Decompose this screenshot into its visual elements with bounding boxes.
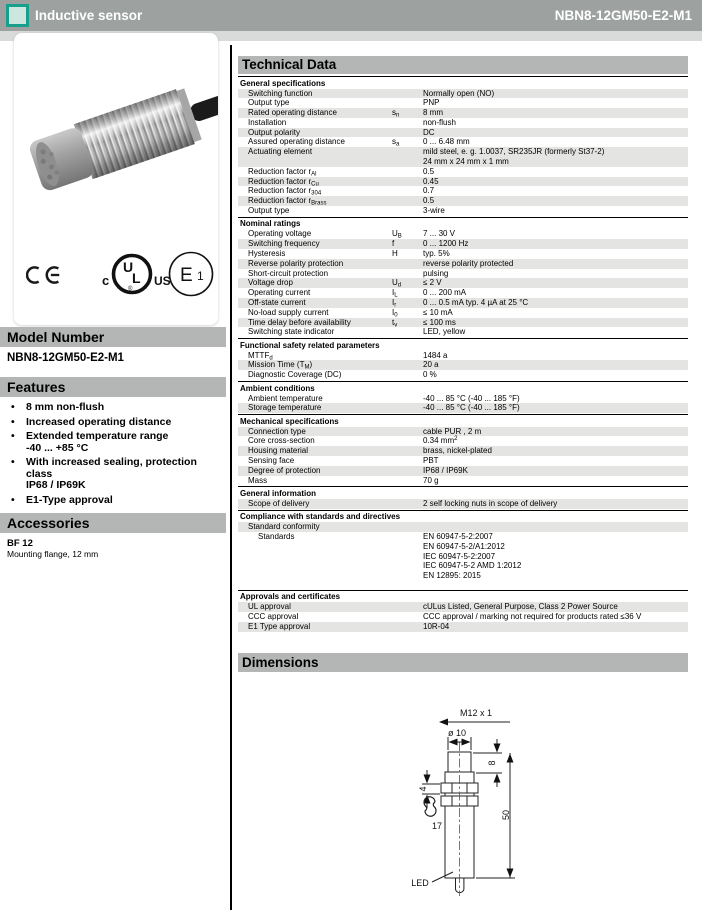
spec-row: [238, 602, 688, 612]
spec-row: [238, 327, 688, 337]
bullet-icon: •: [11, 456, 15, 468]
spec-label: Assured operating distance: [248, 137, 345, 147]
svg-text:E: E: [180, 265, 193, 286]
spec-section-header: Nominal ratings: [238, 217, 688, 230]
tech-table: [238, 75, 688, 632]
spec-label: Time delay before availability: [248, 317, 351, 327]
spec-label: Reduction factor $r_{Al}$: [248, 166, 317, 178]
spec-label: Mission Time $(T_M)$: [248, 360, 313, 371]
spec-row: [238, 137, 688, 147]
spec-symbol: $s_a$: [392, 137, 400, 148]
spec-value: 0 ... 200 mA: [423, 288, 467, 298]
spec-row: [238, 308, 688, 318]
wrench-icon: [424, 797, 436, 816]
spec-label: Rated operating distance: [248, 108, 337, 118]
spec-label: Mass: [248, 475, 268, 485]
spec-label: Switching state indicator: [248, 327, 335, 337]
spec-row: [238, 249, 688, 259]
spec-symbol: f: [392, 239, 395, 249]
model-number-section-title: Model Number: [0, 327, 226, 347]
spec-row: [238, 89, 688, 99]
spec-row: [238, 177, 688, 187]
bullet-icon: •: [11, 430, 15, 442]
spec-row: [238, 167, 688, 177]
svg-text:US: US: [154, 274, 171, 288]
spec-value: cable PUR , 2 m: [423, 426, 482, 436]
spec-value: -40 ... 85 °C (-40 ... 185 °F): [423, 403, 520, 413]
spec-symbol: $U_B$: [392, 229, 402, 240]
column-divider: [230, 45, 232, 910]
spec-label: Switching frequency: [248, 239, 320, 249]
spec-value: 0.5: [423, 196, 435, 206]
svg-text:1: 1: [197, 269, 204, 283]
spec-row: [238, 532, 688, 581]
spec-label: Housing material: [248, 446, 309, 456]
spec-label: Voltage drop: [248, 278, 293, 288]
spec-row: [238, 622, 688, 632]
spec-row: [238, 499, 688, 509]
spec-row: [238, 229, 688, 239]
spec-value: PBT: [423, 456, 439, 465]
spec-row: [238, 288, 688, 298]
spec-section-header: Compliance with standards and directives: [238, 510, 688, 523]
spec-value: 0.34 $mm^2$: [423, 436, 458, 446]
feature-item: [0, 417, 226, 429]
bullet-icon: •: [11, 401, 15, 413]
spec-value: PNP: [423, 98, 440, 108]
spec-value: 0.45: [423, 176, 439, 186]
feature-item: [0, 431, 226, 454]
spec-row: [238, 128, 688, 138]
spec-value: 1484 a: [423, 350, 448, 360]
spec-label: Standard conformity: [248, 522, 320, 532]
spec-row: [238, 259, 688, 269]
spec-symbol: H: [392, 248, 398, 258]
spec-label: Reduction factor $r_{Cu}$: [248, 176, 319, 188]
spec-value: pulsing: [423, 268, 449, 278]
dim-led-label: LED: [411, 878, 429, 888]
technical-data-section-title: Technical Data: [238, 56, 688, 74]
spec-value: 20 a: [423, 360, 439, 370]
certification-marks: [0, 248, 230, 308]
spec-value: CCC approval / marking not required for products rated ≤36 V: [423, 612, 642, 622]
bullet-icon: •: [11, 415, 15, 428]
dim-wrench-size-label: 17: [432, 821, 443, 831]
spec-row: [238, 318, 688, 328]
product-photo: [14, 62, 218, 252]
spec-label: Operating voltage: [248, 229, 312, 239]
spec-row: [238, 466, 688, 476]
spec-value: LED, yellow: [423, 327, 466, 337]
spec-value: Normally open (NO): [423, 88, 495, 98]
dim-nut-height-label: 4: [418, 786, 428, 792]
spec-row: [238, 370, 688, 380]
spec-value: EN 60947-5-2:2007 EN 60947-5-2/A1:2012 IEC 60947-5-2:2007 IEC 60947-5-2 AMD 1:2012 EN 12895: 2015: [423, 531, 522, 581]
spec-row: [238, 196, 688, 206]
spec-row: [238, 360, 688, 370]
product-type-title: Inductive sensor: [35, 8, 143, 23]
spec-label: Reduction factor $r_{Brass}$: [248, 196, 327, 207]
spec-value: DC: [423, 127, 435, 137]
spec-label: Off-state current: [248, 297, 306, 307]
spec-label: Output polarity: [248, 127, 301, 137]
spec-label: Sensing face: [248, 456, 295, 465]
feature-text: With increased sealing, protection class IP68 / IP69K: [26, 456, 197, 491]
spec-row: [238, 351, 688, 361]
spec-symbol: $t_v$: [392, 317, 398, 329]
spec-label: E1 Type approval: [248, 622, 311, 632]
spec-value: 0 ... 6.48 mm: [423, 137, 470, 147]
spec-label: Diagnostic Coverage (DC): [248, 370, 342, 380]
spec-symbol: $U_d$: [392, 278, 402, 289]
accessory-description: Mounting flange, 12 mm: [7, 549, 99, 559]
model-number-value: NBN8-12GM50-E2-M1: [7, 352, 124, 364]
feature-text: E1-Type approval: [26, 493, 113, 506]
spec-label: Hysteresis: [248, 248, 286, 258]
svg-text:c: c: [102, 273, 110, 288]
feature-item: [0, 457, 226, 492]
spec-label: Actuating element: [248, 147, 313, 157]
spec-row: [238, 206, 688, 216]
spec-value: 3-wire: [423, 206, 445, 216]
dimension-drawing: [380, 690, 660, 908]
spec-symbol: $s_n$: [392, 108, 400, 119]
spec-label: $MTTF_d$: [248, 350, 273, 362]
spec-row: [238, 394, 688, 404]
spec-row: [238, 476, 688, 486]
feature-item: [0, 402, 226, 414]
svg-text:®: ®: [128, 286, 133, 293]
svg-text:L: L: [132, 270, 141, 286]
spec-section-header: Mechanical specifications: [238, 414, 688, 427]
spec-symbol: $I_r$: [392, 297, 397, 309]
spec-label: Scope of delivery: [248, 498, 310, 508]
spec-row: [238, 269, 688, 279]
dim-tip-length-label: 8: [487, 760, 497, 766]
spec-value: reverse polarity protected: [423, 258, 514, 268]
features-list: [0, 402, 226, 509]
spec-row: [238, 522, 688, 532]
spec-section-header: General specifications: [238, 76, 688, 89]
ce-mark-icon: [26, 262, 64, 288]
spec-section-header: General information: [238, 486, 688, 499]
spec-value: ≤ 100 ms: [423, 317, 456, 327]
spec-value: cULus Listed, General Purpose, Class 2 Power Source: [423, 602, 618, 612]
e1-mark-icon: [164, 250, 218, 298]
spec-label: Storage temperature: [248, 403, 322, 413]
dim-body-length-label: 50: [501, 809, 511, 821]
feature-text: Increased operating distance: [26, 415, 172, 428]
spec-row: [238, 278, 688, 288]
spec-value: 70 g: [423, 475, 439, 485]
spec-symbol: $I_L$: [392, 288, 398, 299]
spec-value: ≤ 2 V: [423, 278, 442, 288]
spec-row: [238, 456, 688, 466]
spec-label: No-load supply current: [248, 307, 329, 317]
spec-value: non-flush: [423, 117, 456, 127]
spec-section-header: Functional safety related parameters: [238, 338, 688, 351]
spec-value: ≤ 10 mA: [423, 307, 453, 317]
dimensions-section-title: Dimensions: [238, 653, 688, 672]
spec-label: Core cross-section: [248, 436, 315, 446]
spec-row: [238, 427, 688, 437]
spec-value: 0 ... 0.5 mA typ. 4 µA at 25 °C: [423, 297, 529, 307]
spec-value: typ. 5%: [423, 248, 450, 258]
spec-label: UL approval: [248, 602, 291, 612]
spec-label: Output type: [248, 206, 290, 216]
spec-label: Switching function: [248, 88, 313, 98]
spec-value: 0 ... 1200 Hz: [423, 239, 469, 249]
spec-label: Short-circuit protection: [248, 268, 329, 278]
spec-section-header: Approvals and certificates: [238, 590, 688, 603]
spec-row: [238, 612, 688, 622]
spec-symbol: $I_0$: [392, 307, 398, 319]
spec-row: [238, 403, 688, 413]
spec-value: 10R-04: [423, 622, 450, 632]
page-header: [0, 0, 702, 31]
spec-label: Degree of protection: [248, 465, 321, 475]
spec-label: Output type: [248, 98, 290, 108]
spec-label: Reverse polarity protection: [248, 258, 344, 268]
feature-text: 8 mm non-flush: [26, 401, 105, 413]
spec-section-header: Ambient conditions: [238, 381, 688, 394]
spec-row: [238, 239, 688, 249]
spec-row: [238, 118, 688, 128]
spec-label: Reduction factor $r_{304}$: [248, 186, 322, 197]
brand-square-icon: [6, 4, 29, 27]
spec-row: [238, 108, 688, 118]
spec-label: CCC approval: [248, 612, 299, 622]
spec-value: -40 ... 85 °C (-40 ... 185 °F): [423, 393, 520, 403]
features-section-title: Features: [0, 377, 226, 397]
spec-value: 0.5: [423, 166, 435, 176]
spec-label: Ambient temperature: [248, 393, 323, 403]
spec-value: 0 %: [423, 370, 437, 380]
feature-text: Extended temperature range -40 ... +85 °C: [26, 430, 169, 454]
spec-value: 7 ... 30 V: [423, 229, 456, 239]
svg-text:U: U: [123, 259, 134, 275]
spec-label: Connection type: [248, 426, 306, 436]
spec-value: 2 self locking nuts in scope of delivery: [423, 498, 558, 508]
spec-row: [238, 98, 688, 108]
spec-row: [238, 147, 688, 167]
header-model-number: NBN8-12GM50-E2-M1: [554, 8, 692, 23]
accessory-name: BF 12: [7, 538, 33, 549]
spec-label: Standards: [258, 531, 295, 541]
spec-label: Installation: [248, 117, 287, 127]
spec-label: Operating current: [248, 288, 311, 298]
spec-value: mild steel, e. g. 1.0037, SR235JR (formerly St37-2) 24 mm x 24 mm x 1 mm: [423, 147, 605, 167]
accessories-section-title: Accessories: [0, 513, 226, 533]
spec-row: [238, 298, 688, 308]
dim-diameter-label: ø 10: [447, 728, 467, 738]
feature-item: [0, 495, 226, 507]
spec-row: [238, 186, 688, 196]
spec-value: 8 mm: [423, 108, 443, 118]
spec-value: 0.7: [423, 186, 435, 196]
spec-row: [238, 446, 688, 456]
dim-thread-label: M12 x 1: [459, 708, 493, 718]
spec-value: brass, nickel-plated: [423, 446, 492, 456]
spec-row: [238, 436, 688, 446]
bullet-icon: •: [11, 493, 15, 506]
spec-value: IP68 / IP69K: [423, 465, 468, 475]
